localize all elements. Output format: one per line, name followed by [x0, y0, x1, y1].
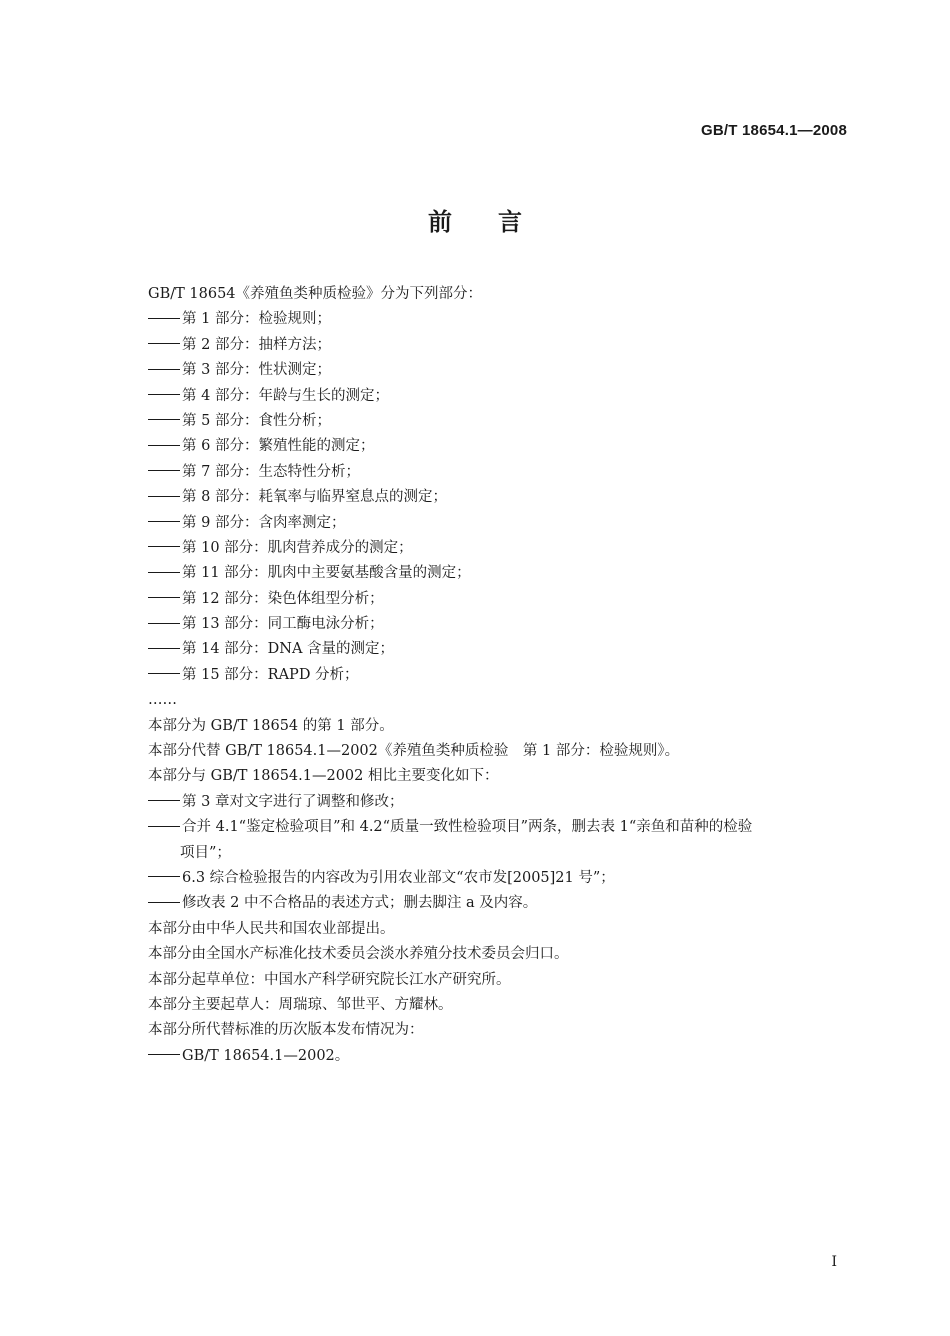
dash-mark: [148, 343, 180, 344]
dash-mark: [148, 369, 180, 370]
document-body: [148, 282, 853, 1069]
standard-code: GB/T 18654.1—2008: [701, 122, 847, 139]
list-item: 第 2 部分：抽样方法；: [148, 333, 853, 358]
list-item: 第 1 部分：检验规则；: [148, 307, 853, 332]
dash-mark: [148, 1054, 180, 1055]
list-item: 第 10 部分：肌肉营养成分的测定；: [148, 536, 853, 561]
dash-mark: [148, 876, 180, 877]
dash-mark: [148, 419, 180, 420]
list-item: 第 8 部分：耗氧率与临界窒息点的测定；: [148, 485, 853, 510]
dash-mark: [148, 597, 180, 598]
list-item: 第 3 章对文字进行了调整和修改；: [148, 790, 853, 815]
list-item: 第 9 部分：含肉率测定；: [148, 511, 853, 536]
dash-mark: [148, 826, 180, 827]
changes-list: [148, 790, 853, 917]
statement-line: 本部分由全国水产标准化技术委员会淡水养殖分技术委员会归口。: [148, 946, 569, 963]
statement-line: 本部分代替 GB/T 18654.1—2002《养殖鱼类种质检验 第 1 部分：检验规则》。: [148, 743, 680, 760]
list-item: 第 12 部分：染色体组型分析；: [148, 587, 853, 612]
dash-mark: [148, 673, 180, 674]
dash-mark: [148, 394, 180, 395]
dash-mark: [148, 572, 180, 573]
list-item: 第 5 部分：食性分析；: [148, 409, 853, 434]
statement-line: 本部分与 GB/T 18654.1—2002 相比主要变化如下：: [148, 768, 499, 785]
list-item: 第 3 部分：性状测定；: [148, 358, 853, 383]
statement-line: 本部分起草单位：中国水产科学研究院长江水产研究所。: [148, 971, 511, 988]
list-item: 第 14 部分：DNA 含量的测定；: [148, 637, 853, 662]
statement-line: 本部分主要起草人：周瑞琼、邹世平、方耀林。: [148, 996, 453, 1013]
list-item: 合并 4.1“鉴定检验项目”和 4.2“质量一致性检验项目”两条，删去表 1“亲鱼和苗种的检验: [148, 815, 853, 840]
dash-mark: [148, 902, 180, 903]
list-item-continuation: 项目”；: [180, 844, 231, 861]
list-item: 第 7 部分：生态特性分析；: [148, 460, 853, 485]
statement-line: 本部分为 GB/T 18654 的第 1 部分。: [148, 717, 394, 734]
intro-line: GB/T 18654《养殖鱼类种质检验》分为下列部分：: [148, 286, 483, 302]
page-number: I: [831, 1254, 837, 1270]
list-item: 修改表 2 中不合格品的表述方式；删去脚注 a 及内容。: [148, 891, 853, 916]
list-item: 第 15 部分：RAPD 分析；: [148, 663, 853, 688]
parts-list: [148, 307, 853, 688]
list-item: GB/T 18654.1—2002。: [148, 1044, 853, 1069]
dash-mark: [148, 800, 180, 801]
page-title: 前言: [428, 208, 568, 236]
statement-line: 本部分所代替标准的历次版本发布情况为：: [148, 1022, 424, 1039]
dash-mark: [148, 445, 180, 446]
list-item: 第 4 部分：年龄与生长的测定；: [148, 384, 853, 409]
dash-mark: [148, 470, 180, 471]
list-item: 6.3 综合检验报告的内容改为引用农业部文“农市发[2005]21 号”；: [148, 866, 853, 891]
dash-mark: [148, 521, 180, 522]
dash-mark: [148, 623, 180, 624]
dash-mark: [148, 318, 180, 319]
list-item: 第 13 部分：同工酶电泳分析；: [148, 612, 853, 637]
list-item: 第 11 部分：肌肉中主要氨基酸含量的测定；: [148, 561, 853, 586]
dash-mark: [148, 496, 180, 497]
statement-line: 本部分由中华人民共和国农业部提出。: [148, 920, 395, 937]
list-item: 第 6 部分：繁殖性能的测定；: [148, 434, 853, 459]
dash-mark: [148, 648, 180, 649]
dash-mark: [148, 546, 180, 547]
ellipsis: ……: [148, 692, 177, 709]
